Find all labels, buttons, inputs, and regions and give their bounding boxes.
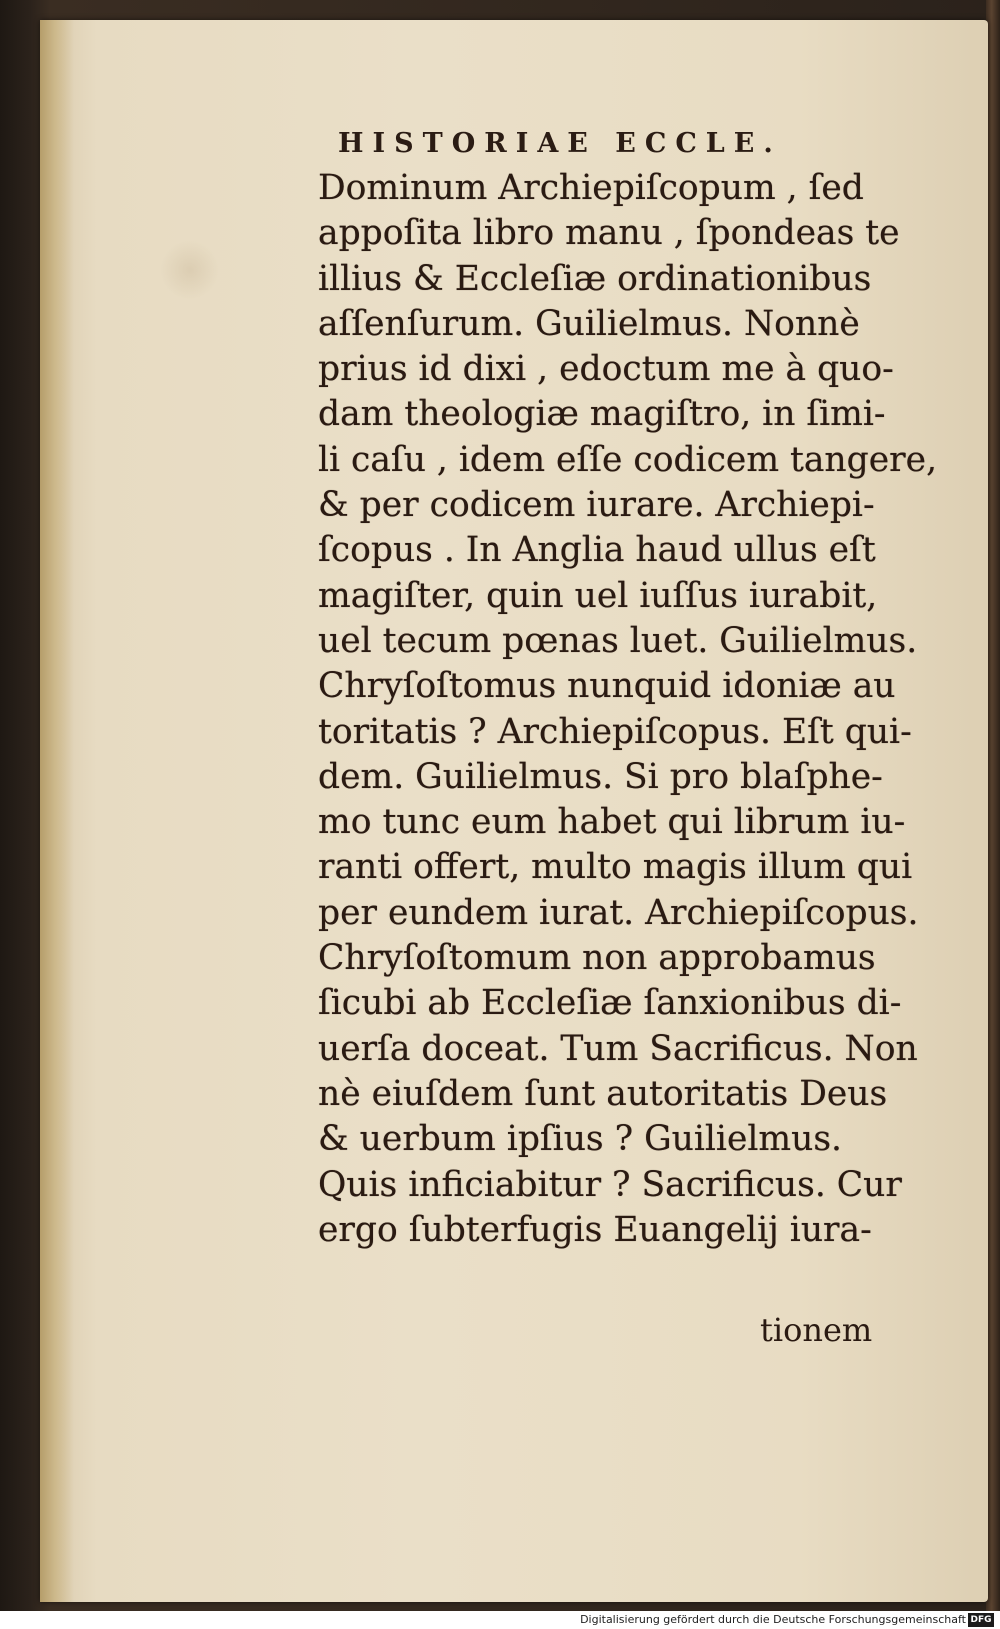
text-line: prius id dixi , edoctum me à quo- — [318, 349, 894, 390]
text-line: appoſita libro manu , ſpondeas te — [318, 213, 900, 254]
book-fore-edge — [986, 0, 1000, 1629]
text-line: toritatis ? Archiepiſcopus. Eſt qui- — [318, 711, 912, 752]
text-line: ſcopus . In Anglia haud ullus eſt — [318, 530, 876, 571]
text-line: nè eiuſdem ſunt autoritatis Deus — [318, 1073, 888, 1114]
text-line: uerſa doceat. Tum Sacrificus. Non — [318, 1028, 918, 1069]
text-line: Chryſoſtomus nunquid idoniæ au — [318, 666, 896, 707]
text-line: ranti offert, multo magis illum qui — [318, 847, 913, 888]
text-line: mo tunc eum habet qui librum iu- — [318, 802, 906, 843]
text-line: Dominum Archiepiſcopum , ſed — [318, 168, 864, 208]
text-line: per eundem iurat. Archiepiſcopus. — [318, 892, 919, 933]
paper-stain — [160, 240, 220, 300]
text-line: Quis inficiabitur ? Sacrificus. Cur — [318, 1164, 902, 1205]
text-line: Chryſoſtomum non approbamus — [318, 938, 876, 979]
text-line: uel tecum pœnas luet. Guilielmus. — [318, 620, 918, 661]
text-line: li caſu , idem eſſe codicem tangere, — [318, 439, 938, 480]
body-text — [318, 166, 938, 1253]
text-line: & per codicem iurare. Archiepi- — [318, 485, 875, 526]
text-line: magiſter, quin uel iuſſus iurabit, — [318, 575, 878, 616]
text-line: dam theologiæ magiſtro, in ſimi- — [318, 394, 886, 435]
text-line: ergo ſubterfugis Euangelij iura- — [318, 1209, 872, 1250]
catchword: tionem — [760, 1311, 873, 1349]
text-line: & uerbum ipſius ? Guilielmus. — [318, 1119, 843, 1160]
text-line: dem. Guilielmus. Si pro blaſphe- — [318, 756, 883, 797]
text-line: illius & Eccleſiæ ordinationibus — [318, 258, 872, 299]
dfg-logo: DFG — [968, 1613, 994, 1627]
text-line: aſſenſurum. Guilielmus. Nonnè — [318, 303, 860, 344]
page-gutter — [40, 20, 74, 1602]
running-head: HISTORIAE ECCLE. — [338, 128, 782, 159]
funding-credit: Digitalisierung gefördert durch die Deutsche Forschungsgemeinschaft — [580, 1613, 966, 1626]
text-line: ſicubi ab Eccleſiæ ſanxionibus di- — [318, 983, 902, 1024]
